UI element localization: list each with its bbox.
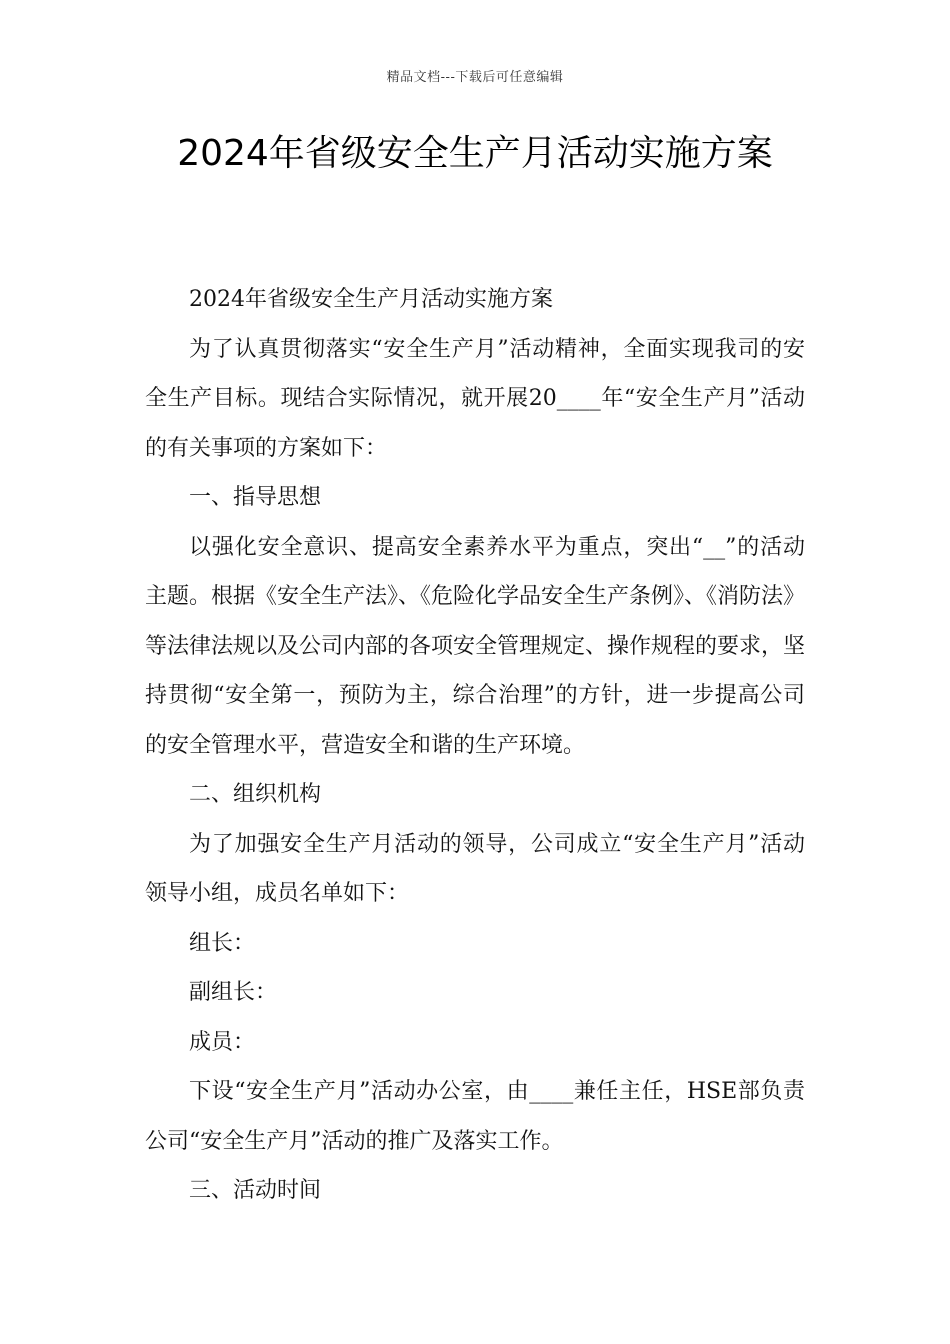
paragraph-intro: 为了认真贯彻落实“安全生产月”活动精神，全面实现我司的安全生产目标。现结合实际情况，就开展20____年“安全生产月”活动的有关事项的方案如下： bbox=[145, 336, 805, 461]
paragraph-office: 下设“安全生产月”活动办公室，由____兼任主任，HSE部负责公司“安全生产月”活动的推广及落实工作。 bbox=[145, 1079, 805, 1154]
document-body bbox=[145, 275, 805, 1216]
section-heading-guiding-ideology: 一、指导思想 bbox=[189, 485, 322, 510]
line-deputy-leader: 副组长： bbox=[189, 980, 278, 1005]
section-heading-activity-time: 三、活动时间 bbox=[189, 1178, 322, 1203]
line-members: 成员： bbox=[189, 1029, 256, 1055]
page-header-note: 精品文档---下载后可任意编辑 bbox=[386, 70, 564, 85]
document-title: 2024年省级安全生产月活动实施方案 bbox=[177, 133, 773, 174]
paragraph-subtitle: 2024年省级安全生产月活动实施方案 bbox=[189, 287, 553, 312]
line-team-leader: 组长： bbox=[189, 930, 256, 956]
paragraph-guiding-ideology: 以强化安全意识、提高安全素养水平为重点，突出“__”的活动主题。根据《安全生产法》、《危险化学品安全生产条例》、《消防法》等法律法规以及公司内部的各项安全管理规定、操作规程的要求，坚持贯彻“安全第一，预防为主，综合治理”的方针，进一步提高公司的安全管理水平，营造安全和谐的生产环境。 bbox=[145, 534, 806, 758]
paragraph-organization: 为了加强安全生产月活动的领导，公司成立“安全生产月”活动领导小组，成员名单如下： bbox=[145, 831, 805, 906]
section-heading-organization: 二、组织机构 bbox=[189, 782, 322, 807]
